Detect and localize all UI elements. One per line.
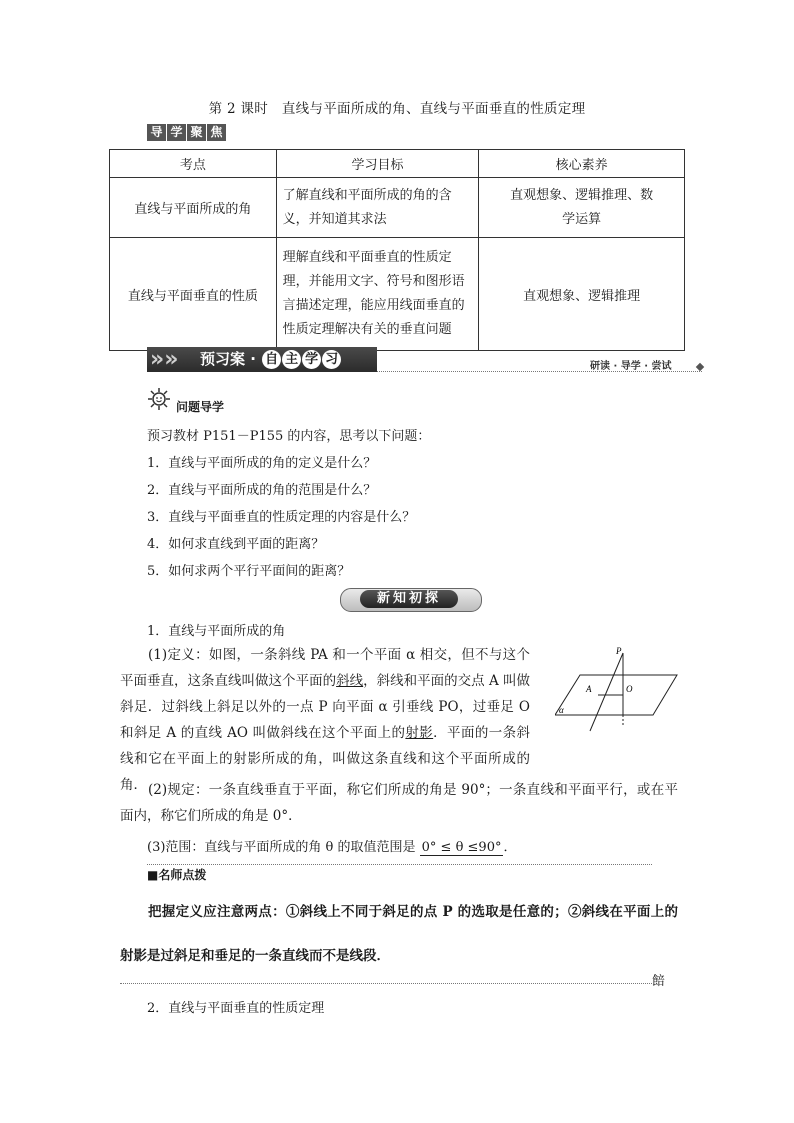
divider: [120, 983, 652, 984]
banner-subtitle: 研读 · 导学 · 尝试: [590, 361, 672, 372]
learning-goals-table: [109, 149, 685, 351]
badge-char: 学: [167, 124, 186, 141]
question-item: 4．如何求直线到平面的距离？: [147, 537, 325, 552]
guide-intro: 预习教材 P151－P155 的内容，思考以下问题：: [147, 429, 431, 444]
chevron-icon: »»: [150, 347, 179, 372]
table-header: 核心素养: [479, 150, 685, 178]
question-item: 2．直线与平面所成的角的范围是什么？: [147, 483, 377, 498]
svg-text:α: α: [559, 705, 564, 715]
end-mark: 餢: [652, 974, 666, 989]
guide-heading: 问题导学: [176, 400, 225, 414]
definition-paragraph: (1)定义：如图，一条斜线 PA 和一个平面 α 相交，但不与这个平面垂直，这条直线叫做这个平面的斜线，斜线和平面的交点 A 叫做斜足．过斜线上斜足以外的一点 P 向平面 α 引垂线 PO，过垂足 O 和斜足 A 的直线 AO 叫做斜线在这个平面上的射影．平面的一条斜线和它在平面上的射影所成的角，叫做这条直线和这个平面所成的角．: [120, 647, 531, 793]
rule-paragraph: (2)规定：一条直线垂直于平面，称它们所成的角是 90°；一条直线和平面平行，或在平面内，称它们所成的角是 0°．: [120, 782, 678, 824]
section-heading: 1．直线与平面所成的角: [147, 624, 286, 639]
divider: [147, 864, 652, 865]
banner-title: 预习案 · 自 主 学 习: [200, 347, 341, 372]
table-row: [110, 178, 685, 238]
oblique-line-figure: [555, 645, 680, 735]
table-cell-goal: 理解直线和平面垂直的性质定理，并能用文字、符号和图形语言描述定理，能应用线面垂直的性质定理解决有关的垂直问题: [276, 238, 479, 351]
table-cell-topic: 直线与平面所成的角: [110, 178, 277, 238]
svg-text:O: O: [626, 684, 633, 694]
table-cell-goal: 了解直线和平面所成的角的含义，并知道其求法: [276, 178, 479, 238]
badge-char: 导: [147, 124, 166, 141]
table-row: [110, 238, 685, 351]
new-knowledge-label: 新知初探: [360, 590, 458, 608]
svg-text:A: A: [586, 684, 592, 694]
question-item: 1．直线与平面所成的角的定义是什么？: [147, 456, 377, 471]
table-header: 学习目标: [276, 150, 479, 178]
svg-text:P: P: [616, 646, 622, 656]
badge-char: 焦: [207, 124, 226, 141]
table-header: 考点: [110, 150, 277, 178]
table-cell-topic: 直线与平面垂直的性质: [110, 238, 277, 351]
page-title: 第 2 课时 直线与平面所成的角、直线与平面垂直的性质定理: [208, 101, 586, 117]
table-cell-literacy: 直观想象、逻辑推理、数学运算: [479, 178, 685, 238]
question-item: 3．直线与平面垂直的性质定理的内容是什么？: [147, 510, 416, 525]
teacher-tip-text: 把握定义应注意两点：①斜线上不同于斜足的点 P 的选取是任意的；②斜线在平面上的射影是过斜足和垂足的一条直线而不是线段．: [120, 904, 678, 964]
table-cell-literacy: 直观想象、逻辑推理: [479, 238, 685, 351]
range-line: (3)范围：直线与平面所成的角 θ 的取值范围是 0° ≤ θ ≤90° ．: [147, 840, 517, 855]
section-heading: 2．直线与平面垂直的性质定理: [147, 1001, 325, 1016]
sun-icon: [148, 388, 170, 410]
badge-char: 聚: [187, 124, 206, 141]
question-item: 5．如何求两个平行平面间的距离？: [147, 564, 351, 579]
guide-focus-badge: [147, 124, 226, 141]
diamond-icon: [696, 363, 704, 371]
teacher-tip-heading: ■名师点拨: [147, 868, 207, 882]
